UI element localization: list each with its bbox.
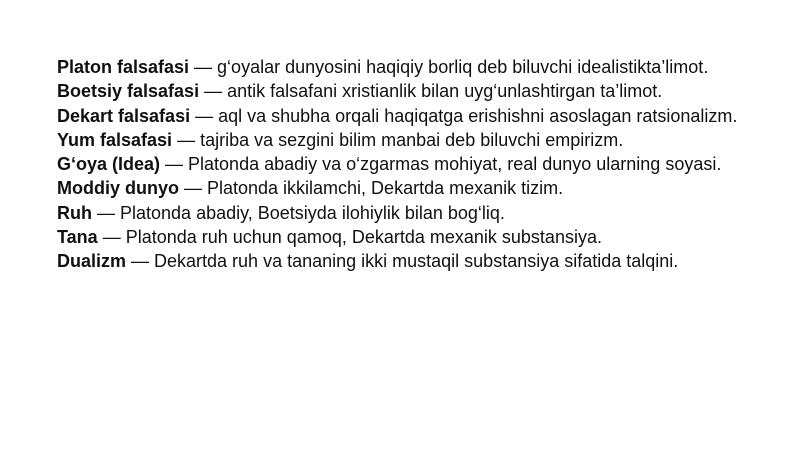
glossary-entry-dekart <box>57 104 747 128</box>
term-definition: — tajriba va sezgini bilim manbai deb biluvchi empirizm. <box>172 129 624 150</box>
glossary-entry-moddiy-dunyo <box>57 176 747 200</box>
term-label: Ruh <box>57 202 92 223</box>
glossary-list <box>57 55 747 274</box>
term-label: Dualizm <box>57 251 127 272</box>
term-definition: — antik falsafani xristianlik bilan uyg‘unlashtirgan ta’limot. <box>199 81 663 102</box>
glossary-entry-boetsiy <box>57 79 747 103</box>
glossary-entry-yum <box>57 128 747 152</box>
term-label: Dekart falsafasi <box>57 105 191 126</box>
term-definition: — Platonda ruh uchun qamoq, Dekartda mexanik substansiya. <box>97 227 602 248</box>
term-label: Boetsiy falsafasi <box>57 81 200 102</box>
glossary-entry-dualizm <box>57 249 747 273</box>
term-definition: — Platonda ikkilamchi, Dekartda mexanik tizim. <box>178 178 564 199</box>
term-definition: — g‘oyalar dunyosini haqiqiy borliq deb biluvchi idealistikta’limot. <box>189 57 709 77</box>
glossary-entry-ruh <box>57 201 747 225</box>
term-label: Platon falsafasi <box>57 57 190 77</box>
term-label: Yum falsafasi <box>57 129 173 150</box>
term-definition: — Dekartda ruh va tananing ikki mustaqil substansiya sifatida talqini. <box>126 251 679 272</box>
term-definition: — Platonda abadiy, Boetsiyda ilohiylik bilan bog‘liq. <box>92 202 505 223</box>
glossary-entry-platon <box>57 55 747 79</box>
term-label: Moddiy dunyo <box>57 178 179 199</box>
glossary-entry-tana <box>57 225 747 249</box>
term-label: Tana <box>57 227 98 248</box>
glossary-entry-goya <box>57 152 747 176</box>
term-label: G‘oya (Idea) <box>57 154 161 175</box>
term-definition: — aql va shubha orqali haqiqatga erishishni asoslagan ratsionalizm. <box>190 105 738 126</box>
term-definition: — Platonda abadiy va o‘zgarmas mohiyat, real dunyo ularning soyasi. <box>160 154 722 175</box>
